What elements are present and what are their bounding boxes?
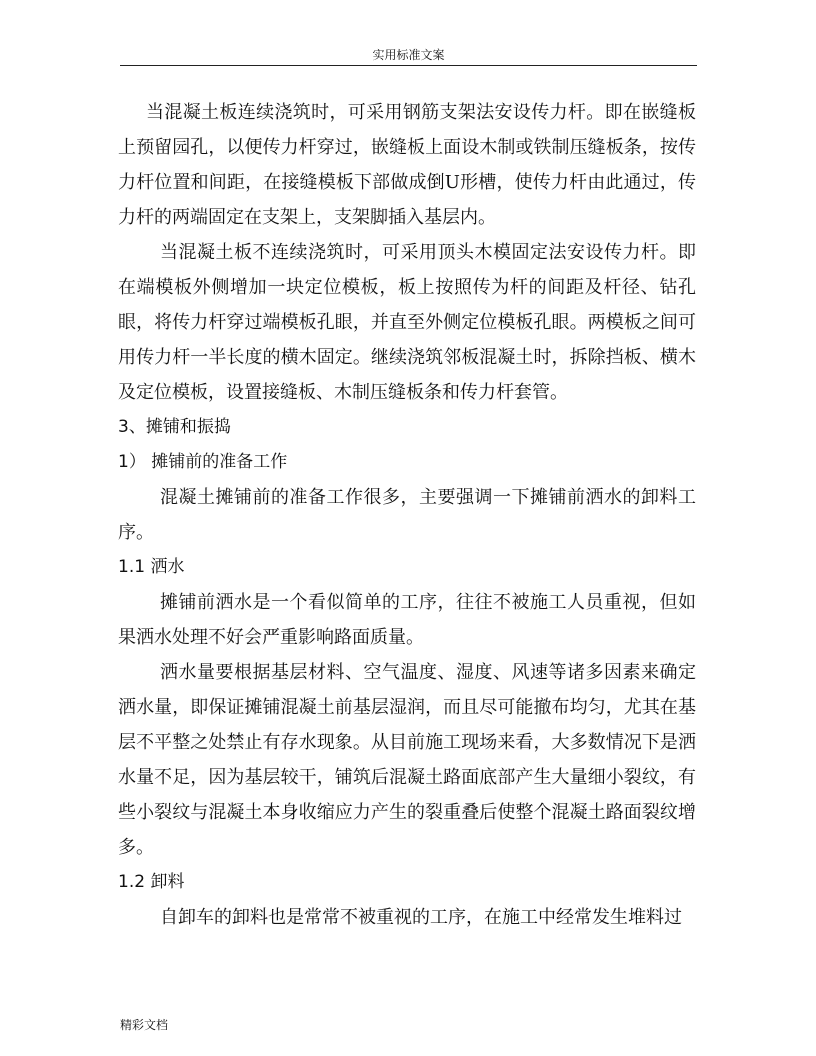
- paragraph: 混凝土摊铺前的准备工作很多，主要强调一下摊铺前洒水的卸料工序。: [118, 487, 696, 543]
- paragraph: 摊铺前洒水是一个看似简单的工序，往往不被施工人员重视，但如果洒水处理不好会严重影响路面质量。: [118, 592, 696, 648]
- subsection-heading: 1） 摊铺前的准备工作: [118, 452, 288, 472]
- subsection-heading: 1.1 洒水: [118, 557, 185, 577]
- paragraph: 当混凝土板连续浇筑时，可采用钢筋支架法安设传力杆。即在嵌缝板上预留园孔，以便传力杆穿过，嵌缝板上面设木制或铁制压缝板条，按传力杆位置和间距，在接缝模板下部做成倒U形槽，使传力杆由此通过，传力杆的两端固定在支架上，支架脚插入基层内。: [118, 102, 696, 228]
- page-header: 实用标准文案: [372, 48, 445, 62]
- paragraph: 自卸车的卸料也是常常不被重视的工序，在施工中经常发生堆料过: [160, 907, 682, 928]
- header-divider: [120, 65, 697, 66]
- paragraph: 当混凝土板不连续浇筑时，可采用顶头木模固定法安设传力杆。即在端模板外侧增加一块定位模板，板上按照传为杆的间距及杆径、钻孔眼，将传力杆穿过端模板孔眼，并直至外侧定位模板孔眼。两模板之间可用传力杆一半长度的横木固定。继续浇筑邻板混凝土时，拆除挡板、横木及定位模板，设置接缝板、木制压缝板条和传力杆套管。: [118, 242, 696, 403]
- section-heading: 3、摊铺和振捣: [118, 417, 231, 437]
- paragraph: 洒水量要根据基层材料、空气温度、湿度、风速等诸多因素来确定洒水量，即保证摊铺混凝土前基层湿润，而且尽可能撤布均匀，尤其在基层不平整之处禁止有存水现象。从目前施工现场来看，大多数情况下是洒水量不足，因为基层较干，铺筑后混凝土路面底部产生大量细小裂纹，有些小裂纹与混凝土本身收缩应力产生的裂重叠后使整个混凝土路面裂纹增多。: [118, 662, 696, 858]
- document-body: [118, 95, 696, 935]
- subsection-heading: 1.2 卸料: [118, 872, 185, 892]
- page-footer: 精彩文档: [120, 1018, 169, 1032]
